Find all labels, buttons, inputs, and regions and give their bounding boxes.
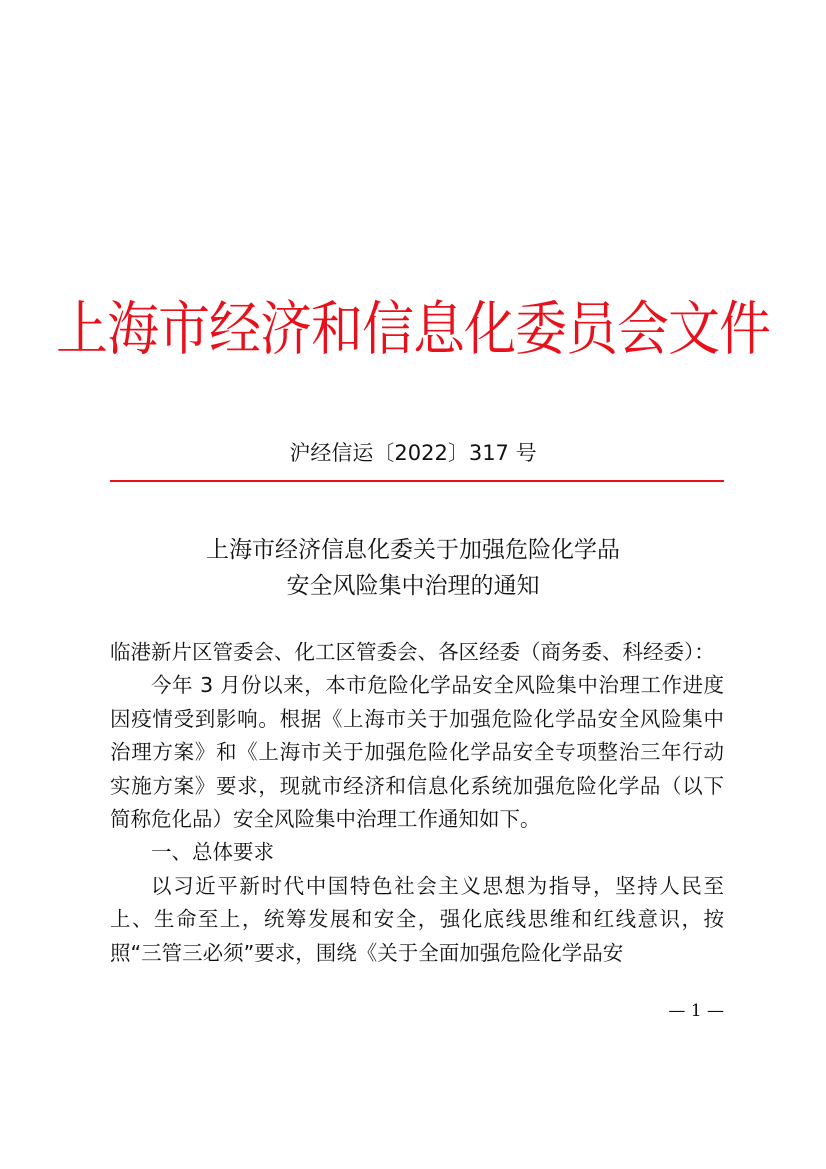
addressees: 临港新片区管委会、化工区管委会、各区经委（商务委、科经委）：: [110, 640, 715, 664]
title-line-1: 上海市经济信息化委关于加强危险化学品: [206, 537, 620, 563]
document-number: 沪经信运〔2022〕317 号: [289, 441, 537, 465]
red-divider-line: [110, 480, 724, 482]
issuer-masthead: 上海市经济和信息化委员会文件: [55, 296, 770, 364]
section-heading-general-requirements: 一、总体要求: [151, 840, 274, 865]
page-number: — 1 —: [668, 1001, 724, 1021]
paragraph-general-requirements: 以习近平新时代中国特色社会主义思想为指导，坚持人民至上、生命至上，统筹发展和安全，强化底线思维和红线意识，按照“三管三必须”要求，围绕《关于全面加强危险化学品安: [110, 873, 724, 965]
document-body: [110, 636, 724, 970]
document-title: [0, 532, 826, 604]
paragraph-intro: 今年 3 月份以来，本市危险化学品安全风险集中治理工作进度因疫情受到影响。根据《上海市关于加强危险化学品安全风险集中治理方案》和《上海市关于加强危险化学品安全专项整治三年行动实施方案》要求，现就市经济和信息化系统加强危险化学品（以下简称危化品）安全风险集中治理工作通知如下。: [110, 673, 724, 832]
title-line-2: 安全风险集中治理的通知: [286, 573, 540, 599]
